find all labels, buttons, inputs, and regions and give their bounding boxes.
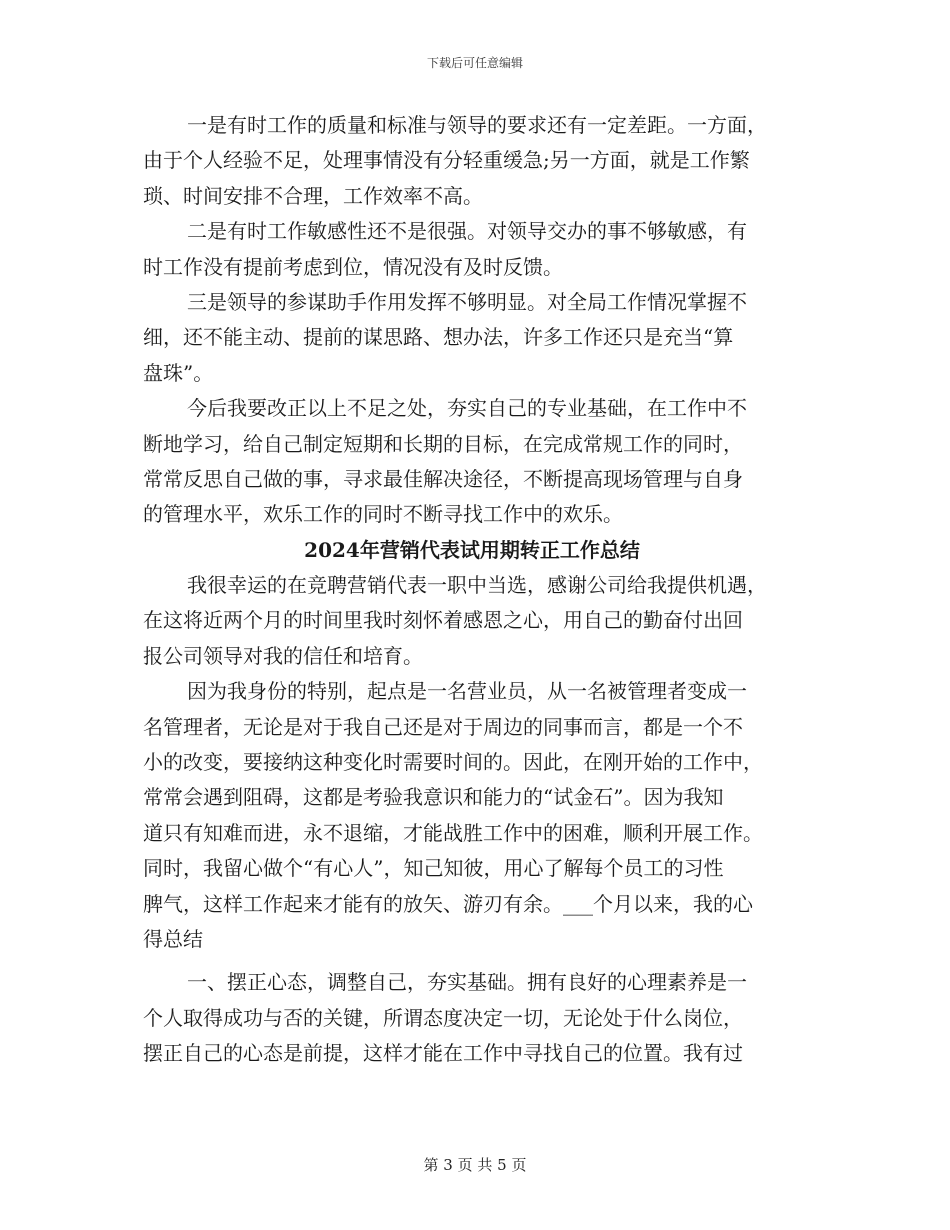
text-line: 在这将近两个月的时间里我时刻怀着感恩之心，用自己的勤奋付出回 bbox=[143, 608, 743, 633]
text-line: 名管理者，无论是对于我自己还是对于周边的同事而言，都是一个不 bbox=[143, 714, 743, 739]
text-line: 摆正自己的心态是前提，这样才能在工作中寻找自己的位置。我有过 bbox=[143, 1041, 743, 1066]
page-header: 下载后可任意编辑 bbox=[426, 56, 523, 70]
text-line: 一是有时工作的质量和标准与领导的要求还有一定差距。一方面， bbox=[187, 113, 767, 137]
page-footer: 第 3 页 共 5 页 bbox=[423, 1156, 527, 1174]
text-line: 时工作没有提前考虑到位，情况没有及时反馈。 bbox=[143, 254, 563, 279]
text-line: 我很幸运的在竞聘营销代表一职中当选，感谢公司给我提供机遇， bbox=[187, 573, 767, 598]
section-heading: 2024年营销代表试用期转正工作总结 bbox=[304, 537, 640, 562]
text-line: 小的改变，要接纳这种变化时需要时间的。因此，在刚开始的工作中， bbox=[143, 750, 763, 775]
text-line: 一、摆正心态，调整自己，夯实基础。拥有良好的心理素养是一 bbox=[187, 970, 747, 995]
paragraph-gap bbox=[143, 957, 801, 965]
text-line: 琐、时间安排不合理，工作效率不高。 bbox=[143, 183, 483, 208]
text-line: 常常反思自己做的事，寻求最佳解决途径，不断提高现场管理与自身 bbox=[143, 466, 743, 491]
text-line: 三是领导的参谋助手作用发挥不够明显。对全局工作情况掌握不 bbox=[187, 289, 747, 314]
text-line: 二是有时工作敏感性还不是很强。对领导交办的事不够敏感，有 bbox=[187, 219, 747, 244]
text-line: 道只有知难而进，永不退缩，才能战胜工作中的困难，顺利开展工作。 bbox=[143, 820, 763, 845]
text-line: 由于个人经验不足，处理事情没有分轻重缓急;另一方面，就是工作繁 bbox=[143, 148, 750, 173]
text-line: 脾气，这样工作起来才能有的放矢、游刃有余。___个月以来，我的心 bbox=[143, 891, 753, 916]
text-line: 断地学习，给自己制定短期和长期的目标，在完成常规工作的同时， bbox=[143, 431, 743, 456]
text-line: 得总结 bbox=[143, 926, 203, 951]
text-line: 盘珠”。 bbox=[143, 360, 214, 385]
text-line: 报公司领导对我的信任和培育。 bbox=[143, 643, 423, 668]
text-line: 的管理水平，欢乐工作的同时不断寻找工作中的欢乐。 bbox=[143, 502, 623, 527]
text-line: 个人取得成功与否的关键，所谓态度决定一切，无论处于什么岗位， bbox=[143, 1005, 743, 1030]
text-line: 常常会遇到阻碍，这都是考验我意识和能力的“试金石”。因为我知 bbox=[143, 785, 724, 810]
text-line: 今后我要改正以上不足之处，夯实自己的专业基础，在工作中不 bbox=[187, 396, 747, 421]
document-body bbox=[143, 108, 801, 1072]
text-line: 同时，我留心做个“有心人”，知己知彼，用心了解每个员工的习性 bbox=[143, 856, 724, 881]
text-line: 因为我身份的特别，起点是一名营业员，从一名被管理者变成一 bbox=[187, 679, 747, 704]
text-line: 细，还不能主动、提前的谋思路、想办法，许多工作还只是充当“算 bbox=[143, 325, 734, 350]
